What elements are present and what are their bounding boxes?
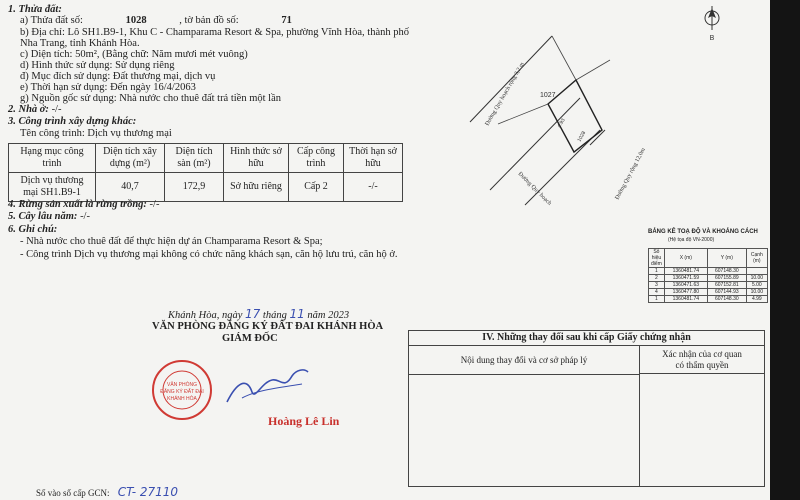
section5: [8, 211, 90, 223]
use-purpose-line: đ) Mục đích sử dụng: Đất thương mại, dịch vụ: [20, 71, 216, 82]
table-cell: Dịch vụ thương mại SH1.B9-1: [9, 173, 96, 202]
coords-cell: 4: [649, 289, 665, 296]
section2-title: 2. Nhà ở:: [8, 104, 49, 115]
address-line-2: Nha Trang, tỉnh Khánh Hòa.: [20, 38, 140, 49]
header-cell: Hạng mục công trình: [9, 144, 96, 173]
changes-box: [408, 330, 765, 487]
road-bottom-label: Đường Quy hoạch: [516, 171, 553, 207]
table-row: [649, 296, 768, 303]
table-cell: 172,9: [165, 173, 224, 202]
registry-label: Số vào sổ cấp GCN:: [36, 488, 110, 498]
parcel-number: 1028: [125, 15, 147, 26]
table-row: [649, 268, 768, 275]
sign-date: [168, 308, 349, 322]
coords-cell: 1360471.59: [664, 275, 707, 282]
table-cell: Cấp 2: [289, 173, 344, 202]
column-divider: [639, 374, 640, 486]
map-sheet-label: , tờ bản đồ số:: [179, 15, 239, 26]
confirm-line-2: có thẩm quyền: [675, 360, 729, 370]
note-1: - Nhà nước cho thuê đất để thực hiện dự án Champarama Resort & Spa;: [20, 236, 323, 247]
use-origin-line: g) Nguồn gốc sử dụng: Nhà nước cho thuê đất trả tiền một lần: [20, 93, 282, 104]
section1-title: 1. Thửa đất:: [8, 4, 62, 15]
parcel-boundary: [576, 60, 610, 80]
coords-cell: 4.99: [746, 296, 767, 303]
section4-title: 4. Rừng sản xuất là rừng trồng:: [8, 199, 147, 210]
north-label: B: [709, 35, 715, 42]
coords-cell: 607155.89: [707, 275, 746, 282]
changes-title: IV. Những thay đổi sau khi cấp Giấy chứng nhận: [409, 331, 764, 346]
coords-header-cell: Y (m): [707, 249, 746, 268]
section6-title: 6. Ghi chú:: [8, 224, 58, 235]
coords-table: [648, 248, 768, 303]
section4-value: -/-: [149, 199, 160, 210]
table-header-row: [9, 144, 403, 173]
coords-cell: 607144.93: [707, 289, 746, 296]
svg-text:KHÁNH HÒA: KHÁNH HÒA: [167, 396, 197, 402]
parcel-line: [20, 15, 292, 27]
road-right-label: Đường Quy rộng 12,0m: [614, 147, 647, 201]
header-cell: Diện tích sàn (m²): [165, 144, 224, 173]
office-name: VĂN PHÒNG ĐĂNG KÝ ĐẤT ĐAI KHÁNH HÒA: [152, 321, 384, 332]
coords-cell: 1: [649, 268, 665, 275]
header-cell: Hình thức sở hữu: [224, 144, 289, 173]
date-prefix: Khánh Hòa, ngày: [168, 310, 243, 321]
note-2: - Công trình Dịch vụ thương mại không có chức năng khách sạn, căn hộ lưu trú, căn hộ ở.: [20, 249, 398, 260]
signer-role: GIÁM ĐỐC: [222, 333, 278, 344]
construction-name: Tên công trình: Dịch vụ thương mại: [20, 128, 172, 139]
parcel-1027-label: 1027: [540, 92, 556, 99]
coords-cell: 607148.30: [707, 296, 746, 303]
coords-cell: 1360481.74: [664, 296, 707, 303]
svg-text:VĂN PHÒNG: VĂN PHÒNG: [166, 382, 198, 388]
coords-cell: 1360481.74: [664, 268, 707, 275]
table-cell: -/-: [344, 173, 403, 202]
coords-subtitle: (Hệ tọa độ VN-2000): [668, 237, 715, 243]
month-label: tháng: [262, 310, 287, 321]
parcel-label: a) Thửa đất số:: [20, 15, 83, 26]
official-seal-icon: [150, 358, 214, 422]
screen-edge: [770, 0, 800, 500]
svg-text:ĐĂNG KÝ ĐẤT ĐAI: ĐĂNG KÝ ĐẤT ĐAI: [160, 389, 204, 395]
year-label: năm 2023: [307, 310, 350, 321]
coords-cell: 2: [649, 275, 665, 282]
parcel-map: [440, 0, 770, 240]
coords-header-cell: Cạnh (m): [746, 249, 767, 268]
changes-col-confirm: [640, 346, 764, 374]
section2-value: -/-: [51, 104, 62, 115]
coords-cell: 10.00: [746, 275, 767, 282]
coords-cell: [746, 268, 767, 275]
header-cell: Thời hạn sở hữu: [344, 144, 403, 173]
handwritten-signature-icon: [222, 362, 312, 412]
coords-header-cell: Số hiệu điểm: [649, 249, 665, 268]
area-line: c) Diện tích: 50m², (Bằng chữ: Năm mươi mét vuông): [20, 49, 248, 60]
table-row: [649, 275, 768, 282]
confirm-line-1: Xác nhận của cơ quan: [662, 349, 742, 359]
parcel-boundary: [552, 36, 576, 80]
section5-value: -/-: [80, 211, 90, 222]
coords-header-row: [649, 249, 768, 268]
point-label: 4.93: [556, 117, 567, 129]
use-term-line: e) Thời hạn sử dụng: Đến ngày 16/4/2063: [20, 82, 196, 93]
section5-title: 5. Cây lâu năm:: [8, 211, 78, 222]
coords-cell: 1360471.63: [664, 282, 707, 289]
changes-col-content: Nội dung thay đổi và cơ sở pháp lý: [409, 346, 640, 375]
header-cell: Diện tích xây dựng (m²): [96, 144, 165, 173]
date-month: 11: [289, 307, 305, 321]
map-sheet-number: 71: [281, 15, 292, 26]
section2: [8, 104, 61, 116]
table-cell: 40,7: [96, 173, 165, 202]
road-edge: [490, 98, 580, 190]
parcel-boundary: [498, 104, 548, 124]
table-cell: Sở hữu riêng: [224, 173, 289, 202]
parcel-1028-label: 1028: [576, 130, 588, 143]
registry-line: [36, 486, 178, 499]
construction-table: [8, 143, 403, 202]
north-arrow-icon: [705, 6, 719, 42]
header-cell: Cấp công trình: [289, 144, 344, 173]
coords-header-cell: X (m): [664, 249, 707, 268]
table-row: [649, 289, 768, 296]
section4: [8, 199, 159, 211]
coords-cell: 1360477.80: [664, 289, 707, 296]
use-form-line: d) Hình thức sử dụng: Sử dụng riêng: [20, 60, 175, 71]
date-day: 17: [245, 307, 261, 321]
coords-cell: 1: [649, 296, 665, 303]
coords-title: BẢNG KÊ TOẠ ĐỘ VÀ KHOẢNG CÁCH: [648, 229, 758, 235]
address-line-1: b) Địa chỉ: Lô SH1.B9-1, Khu C - Champarama Resort & Spa, phường Vĩnh Hòa, thành phố: [20, 27, 410, 38]
road-top-label: Đường Quy hoạch rộng 3,2 m: [484, 61, 526, 127]
table-row: [9, 173, 403, 202]
coords-cell: 3: [649, 282, 665, 289]
signer-name: Hoàng Lê Lin: [268, 414, 340, 428]
registry-number: CT- 27110: [117, 485, 179, 499]
section3-title: 3. Công trình xây dựng khác:: [8, 116, 137, 127]
coords-cell: 5.00: [746, 282, 767, 289]
coords-cell: 607148.30: [707, 268, 746, 275]
coords-cell: 10.00: [746, 289, 767, 296]
coords-cell: 607152.81: [707, 282, 746, 289]
table-row: [649, 282, 768, 289]
